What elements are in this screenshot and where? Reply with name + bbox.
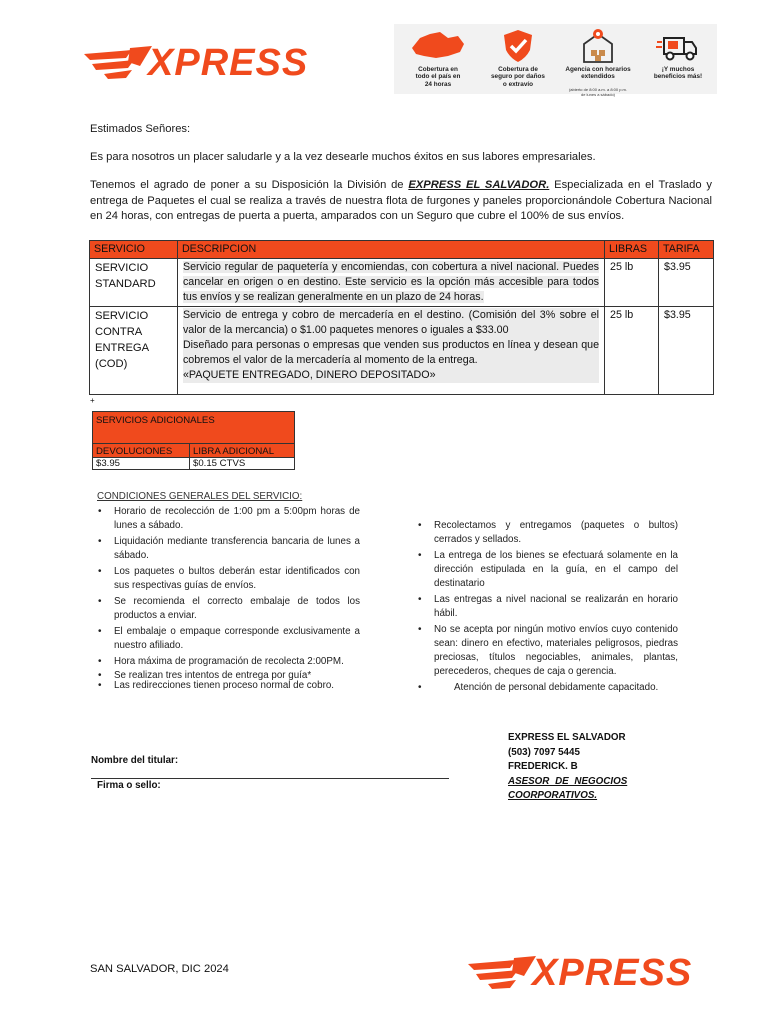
- warehouse-location-icon: [580, 28, 616, 64]
- contact-company: EXPRESS EL SALVADOR: [508, 732, 626, 743]
- signature-label: Firma o sello:: [97, 780, 161, 791]
- banner-item-benefits: ¡Y muchos beneficios más!: [638, 24, 718, 94]
- service-description: [177, 259, 604, 307]
- list-item: • Hora máxima de programación de recolecta 2:00PM.: [92, 655, 360, 669]
- header-libras: LIBRAS: [605, 241, 659, 259]
- signature-line: [91, 778, 449, 779]
- description-text: Servicio regular de paquetería y encomiendas, con cobertura a nivel nacional. Puedes cancelar en origen o en destino. Este servicio es la opción más accesible para todos tus envíos y se realizan generalmente en un plazo de 24 horas.: [182, 261, 600, 303]
- conditions-list-left: [92, 505, 360, 691]
- additional-services-table: [92, 411, 295, 470]
- list-item: • Se recomienda el correcto embalaje de todos los productos a enviar.: [92, 595, 360, 623]
- list-item: • Se realizan tres intentos de entrega por guía*: [92, 671, 360, 681]
- list-item: • Atención de personal debidamente capacitado.: [412, 681, 678, 695]
- header-tarifa: TARIFA: [659, 241, 714, 259]
- plus-mark: +: [90, 396, 95, 405]
- logo-wordmark: XPRESS: [148, 42, 309, 84]
- intro-paragraph: Es para nosotros un placer saludarle y a la vez desearle muchos éxitos en sus labores empresariales.: [90, 151, 596, 163]
- header-servicio: SERVICIO: [90, 241, 178, 259]
- list-item: • Las redirecciones tienen proceso normal de cobro.: [92, 681, 360, 691]
- map-el-salvador-icon: [408, 28, 468, 64]
- speed-wings-icon: [82, 44, 154, 84]
- shield-check-icon: [500, 28, 536, 64]
- list-item: • Recolectamos y entregamos (paquetes o bultos) cerrados y sellados.: [412, 519, 678, 547]
- speed-wings-icon: [466, 954, 538, 994]
- description-text-2: Diseñado para personas o empresas que venden sus productos en línea y desean que cobremos el valor de la mercadería al momento de la entrega.: [182, 339, 600, 366]
- table-row: [90, 307, 714, 395]
- contact-role-line2: COORPORATIVOS.: [508, 790, 598, 801]
- description-text: Servicio de entrega y cobro de mercadería en el destino. (Comisión del 3% sobre el valor de la mercancia) o $1.00 paquetes menores o iguales a $33.00: [182, 309, 600, 336]
- header-descripcion: DESCRIPCION: [177, 241, 604, 259]
- value-libra-adicional: $0.15 CTVS: [190, 458, 295, 470]
- list-item: • La entrega de los bienes se efectuará solamente en la dirección estipulada en la guía, en el campo del destinatario: [412, 549, 678, 591]
- contact-phone: (503) 7097 5445: [508, 746, 580, 758]
- conditions-list-right: [412, 519, 678, 695]
- company-name: EXPRESS EL SALVADOR.: [408, 179, 550, 191]
- header-logo: [82, 40, 322, 86]
- service-name: SERVICIO CONTRA ENTREGA (COD): [90, 307, 178, 395]
- logo-wordmark: XPRESS: [532, 952, 693, 994]
- list-item: • Horario de recolección de 1:00 pm a 5:00pm horas de lunes a sábado.: [92, 505, 360, 533]
- banner-item-insurance: Cobertura de seguro por daños o extravío: [478, 24, 558, 94]
- holder-name-label: Nombre del titular:: [91, 755, 179, 766]
- service-description: [177, 307, 604, 395]
- header-libra-adicional: LIBRA ADICIONAL: [190, 444, 295, 458]
- service-name: SERVICIO STANDARD: [90, 259, 178, 307]
- list-item: • Las entregas a nivel nacional se realizarán en horario hábil.: [412, 593, 678, 621]
- contact-name: FREDERICK. B: [508, 761, 578, 772]
- service-tarifa: $3.95: [659, 307, 714, 395]
- additional-services-title: SERVICIOS ADICIONALES: [93, 412, 295, 444]
- header-devoluciones: DEVOLUCIONES: [93, 444, 190, 458]
- banner-item-agency: Agencia con horarios extendidos (abierto de 8:00 a.m. a 8:00 p.m. de lunes a sábado): [558, 24, 638, 94]
- value-devoluciones: $3.95: [93, 458, 190, 470]
- delivery-truck-icon: [656, 30, 700, 64]
- footer-logo: [466, 950, 706, 996]
- table-row: [90, 259, 714, 307]
- list-item: • Los paquetes o bultos deberán estar identificados con sus respectivas guías de envíos.: [92, 565, 360, 593]
- contact-role-line1: ASESOR DE NEGOCIOS: [508, 775, 628, 787]
- table-header-row: [90, 241, 714, 259]
- services-table: [89, 240, 714, 395]
- place-date: SAN SALVADOR, DIC 2024: [90, 963, 229, 975]
- contact-block: [508, 731, 627, 804]
- benefits-banner: [394, 24, 717, 97]
- list-item: • Liquidación mediante transferencia bancaria de lunes a sábado.: [92, 535, 360, 563]
- service-libras: 25 lb: [605, 259, 659, 307]
- list-item: • No se acepta por ningún motivo envíos cuyo contenido sean: dinero en efectivo, materiales peligrosos, piedras preciosas, títulos negociables, animales, plantas, perecederos, cheques de caja o gerencia.: [412, 623, 678, 679]
- greeting: Estimados Señores:: [90, 123, 191, 135]
- service-libras: 25 lb: [605, 307, 659, 395]
- conditions-title: CONDICIONES GENERALES DEL SERVICIO:: [97, 491, 303, 502]
- paragraph-text-start: Tenemos el agrado de poner a su Disposición la División de: [90, 179, 409, 191]
- paragraph-text-end: Especializada en el Traslado y entrega de Paquetes el cual se realiza a través de nuestra flota de furgones y paneles proporcionándole Cobertura Nacional en 24 horas, con entregas de puerta a puerta, amparados con un Seguro que cubre el 100% de sus envíos.: [90, 179, 712, 222]
- description-slogan: «PAQUETE ENTREGADO, DINERO DEPOSITADO»: [183, 368, 599, 383]
- division-paragraph: [90, 178, 712, 225]
- service-tarifa: $3.95: [659, 259, 714, 307]
- list-item: • El embalaje o empaque corresponde exclusivamente a nuestro afiliado.: [92, 625, 360, 653]
- banner-item-coverage: Cobertura en todo el país en 24 horas: [398, 24, 478, 94]
